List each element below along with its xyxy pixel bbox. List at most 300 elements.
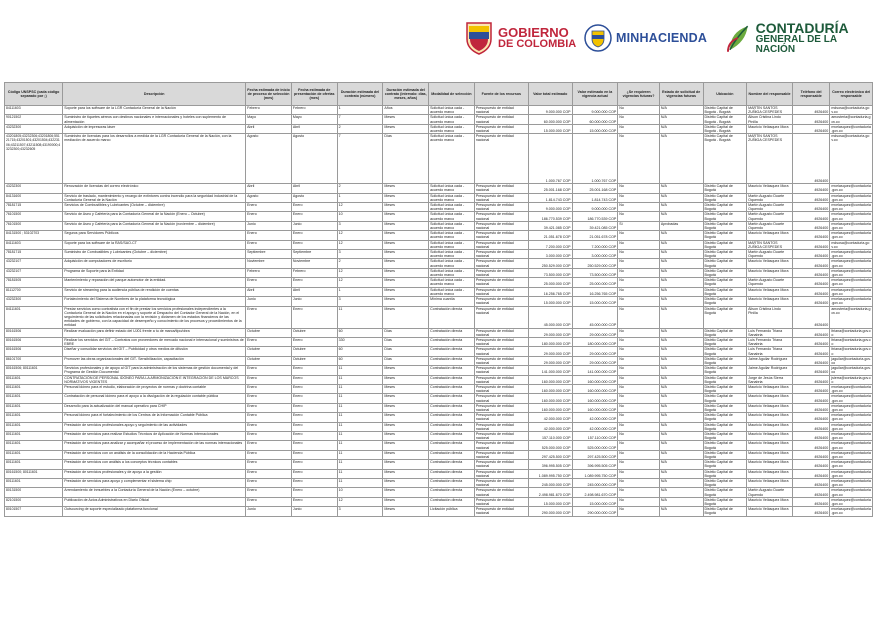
table-cell: 80101507 xyxy=(5,507,63,516)
table-cell: Presupuesto de entidad nacional xyxy=(474,507,528,516)
table-cell: mvelasquez@contaduria.gov.co xyxy=(831,497,871,507)
table-cell: mdsosa@contaduria.gov.co xyxy=(830,240,873,249)
table-cell: Soporte para los software de la LGR Contaduría General de la Nación xyxy=(63,106,246,115)
table-cell: 180.000.000 COP xyxy=(572,337,618,346)
table-cell: Enero xyxy=(291,375,337,384)
table-cell: N/A xyxy=(659,394,703,403)
table-cell: N/A xyxy=(659,403,703,412)
table-cell: 160.000.000 COP xyxy=(572,384,618,393)
table-cell: Suministro de licencias para los desarrollos a medida de la LGR Contaduría General de la Nación, con la mediación de acuerdo marco xyxy=(63,134,246,184)
table-cell: 12 xyxy=(337,231,383,240)
table-row xyxy=(5,366,873,375)
table-cell: Distrito Capital de Bogotá xyxy=(703,375,747,384)
table-cell: Enero xyxy=(246,422,292,431)
table-cell: Mauricio Velásquez Mora xyxy=(747,479,793,488)
table-cell: 1.000.767 COP xyxy=(528,134,572,184)
table-row xyxy=(5,328,873,337)
table-cell: mvelasquez@contaduria.gov.co xyxy=(831,488,871,497)
table-cell: Solicitud única cada - acuerdo marco xyxy=(429,250,475,259)
table-cell: 1.089.995.750 COP xyxy=(528,469,572,478)
table-cell: jaguilar@contaduria.gov.co xyxy=(831,366,871,375)
table-cell: mvelasquez@contaduria.gov.co xyxy=(831,212,871,221)
table-cell: Agosto xyxy=(291,193,337,202)
table-cell: Solicitud única cada - acuerdo marco xyxy=(429,221,475,230)
table-cell: Meses xyxy=(383,394,429,403)
table-cell: mvelasquez@contaduria.gov.co xyxy=(831,507,871,516)
table-cell: Meses xyxy=(383,450,429,459)
table-cell: Seguros para Servidores Públicos xyxy=(63,231,246,240)
table-cell: Abril xyxy=(246,124,292,133)
table-row xyxy=(5,441,873,450)
table-cell: Presupuesto de entidad nacional xyxy=(474,106,528,115)
table-cell: 2 xyxy=(337,124,383,133)
table-cell: Meses xyxy=(383,497,429,506)
table-cell: Presupuesto de entidad nacional xyxy=(474,297,528,306)
table-cell: Contratación directa xyxy=(429,488,475,497)
table-cell: 157.110.000 COP xyxy=(572,431,618,440)
table-cell: Suministro de tiquetes aéreos con destinos nacionales e internacionales y hoteles con suplemento de alimentación xyxy=(63,115,246,124)
table-cell: Mauricio Velásquez Mora xyxy=(747,184,793,193)
table-cell: Presupuesto de entidad nacional xyxy=(474,366,528,375)
table-cell: 29.000.000 COP xyxy=(528,347,572,356)
table-cell: Distrito Capital de Bogotá xyxy=(703,193,747,202)
table-cell: Presupuesto de entidad nacional xyxy=(474,422,528,431)
table-cell: Promover las obras organizacionales del GIT- Sensibilización, capacitación xyxy=(63,356,246,365)
table-cell: 250.529.000 COP xyxy=(528,259,572,268)
table-row xyxy=(5,240,873,249)
table-cell: N/A xyxy=(659,193,703,202)
table-cell: N/A xyxy=(659,306,703,328)
table-cell: Presupuesto de entidad nacional xyxy=(474,259,528,268)
table-cell: 11 xyxy=(337,413,383,422)
table-cell: 25.001.168 COP xyxy=(572,184,618,193)
table-cell: 11 xyxy=(337,366,383,375)
table-cell: No xyxy=(618,337,660,346)
table-cell: 4926400 xyxy=(792,413,829,422)
table-cell: Martín Augusto Duarte Oquendo xyxy=(747,212,793,221)
table-cell: Contratación directa xyxy=(429,347,475,356)
table-cell: jsierra@contaduria.gov.co xyxy=(831,375,871,384)
table-cell: Realizar evaluación para definir estado del UJ01 frente a tu de marca/tipo/obra xyxy=(63,328,246,337)
table-cell: Presupuesto de entidad nacional xyxy=(474,115,528,124)
table-cell: 80111601 xyxy=(5,375,63,384)
table-cell: 160.000.000 COP xyxy=(572,403,618,412)
table-cell: 12 xyxy=(337,497,383,506)
table-cell: Meses xyxy=(383,306,429,328)
table-cell: Mauricio Velásquez Mora xyxy=(747,441,793,450)
table-cell: Servicio de traslado, mantenimiento y recargo de extintores contra incendio para la seguridad industrial de la Contaduría General de la Nación xyxy=(63,193,246,202)
table-cell: Enero xyxy=(291,240,337,249)
table-cell: Enero xyxy=(291,384,337,393)
column-header: Nombre del responsable xyxy=(747,83,793,106)
table-cell: 29.000.000 COP xyxy=(572,328,618,337)
table-cell: Años xyxy=(383,106,429,115)
table-row xyxy=(5,268,873,277)
table-cell: No xyxy=(618,431,660,440)
table-cell: Distrito Capital de Bogotá xyxy=(703,366,747,375)
table-cell: Mauricio Velásquez Mora xyxy=(747,231,793,240)
table-cell: 4926400 xyxy=(792,231,829,240)
table-cell: Distrito Capital de Bogotá xyxy=(703,278,747,287)
table-cell: 80111601 xyxy=(5,403,63,412)
table-cell: 80111601 xyxy=(5,460,63,469)
table-cell: 4926400 xyxy=(792,347,829,356)
table-cell: 43232107 xyxy=(5,259,63,268)
table-cell: MARTIN SANTOS ZUÑIGA CESPEDES xyxy=(747,106,793,115)
table-cell: 80161506; 80111601 xyxy=(5,366,63,375)
table-cell: Prestación de servicios con un análisis de la consolidación de la Hacienda Pública xyxy=(63,450,246,459)
table-row xyxy=(5,184,873,193)
table-cell: mvelasquez@contaduria.gov.co xyxy=(831,413,871,422)
table-cell: Solicitud única cada - acuerdo marco xyxy=(429,184,475,193)
table-cell: N/A xyxy=(659,297,703,306)
table-cell: Presupuesto de entidad nacional xyxy=(474,193,528,202)
table-cell: No xyxy=(618,375,660,384)
column-header: Duración estimada del contrato (intervalo: días, meses, años) xyxy=(383,83,429,106)
table-cell: 4926400 xyxy=(792,212,829,221)
table-cell: Presupuesto de entidad nacional xyxy=(474,203,528,212)
table-cell: Aprobadas xyxy=(659,221,703,230)
table-cell: Junio xyxy=(291,297,337,306)
table-cell: Presupuesto de entidad nacional xyxy=(474,240,528,249)
table-cell: Presupuesto de entidad nacional xyxy=(474,497,528,506)
table-cell: Enero xyxy=(291,278,337,287)
logo-gobierno-line2: DE COLOMBIA xyxy=(498,38,577,50)
table-row xyxy=(5,278,873,287)
table-cell: Meses xyxy=(383,124,429,133)
table-cell: Agosto xyxy=(246,193,292,202)
table-cell: Mauricio Velásquez Mora xyxy=(747,507,793,516)
table-cell: 60.000.000 COP xyxy=(528,115,572,124)
table-cell: Soporte para los software de la RAS/SAO-CT xyxy=(63,240,246,249)
table-cell: N/A xyxy=(659,479,703,488)
table-cell: 21.051.678 COP xyxy=(528,231,572,240)
table-cell: 1 xyxy=(337,106,383,115)
table-cell: Contratación directa xyxy=(429,306,475,328)
table-cell: Octubre xyxy=(246,356,292,365)
table-cell: Febrero xyxy=(246,106,292,115)
table-cell: No xyxy=(618,184,660,193)
table-cell: 43201805;43232306;43201806;55121715;43201501;43201504;43223106;43211507;43211508;43190000;43232300;43232605 xyxy=(5,134,63,184)
table-cell: N/A xyxy=(659,413,703,422)
table-cell: Adquisición de computadores de escritorio xyxy=(63,259,246,268)
table-cell: Mauricio Velásquez Mora xyxy=(747,450,793,459)
table-cell: 4926400 xyxy=(792,240,829,249)
column-header: ¿Se requieren vigencias futuras? xyxy=(618,83,660,106)
table-cell: 1.089.995.750 COP xyxy=(572,469,618,478)
table-cell: 45.000.000 COP xyxy=(572,306,618,328)
table-cell: 15.000.000 COP xyxy=(572,497,618,506)
table-cell: Luis Fernando Triana Sanabria xyxy=(747,337,793,346)
table-cell: Enero xyxy=(246,460,292,469)
table-cell: Distrito Capital de Bogotá xyxy=(703,431,747,440)
table-cell: 80111601 xyxy=(5,422,63,431)
table-cell: N/A xyxy=(659,450,703,459)
table-cell: Meses xyxy=(383,422,429,431)
table-cell: Distrito Capital de Bogotá xyxy=(703,328,747,337)
table-cell: 60.000.000 COP xyxy=(572,115,618,124)
table-cell: Publicación de Actos Administrativos en Diario Oficial xyxy=(63,497,246,506)
table-cell: 11 xyxy=(337,431,383,440)
table-cell: 160.000.000 COP xyxy=(572,375,618,384)
table-cell: Noviembre xyxy=(246,259,292,268)
table-cell: Enero xyxy=(291,460,337,469)
table-cell: Presupuesto de entidad nacional xyxy=(474,347,528,356)
table-cell: Noviembre xyxy=(291,259,337,268)
table-cell: 11 xyxy=(337,422,383,431)
table-cell: 16.256.765 COP xyxy=(528,287,572,296)
table-cell: Distrito Capital de Bogotá - Bogotá xyxy=(703,134,747,184)
table-cell: mvelasquez@contaduria.gov.co xyxy=(831,193,871,202)
table-cell: Presupuesto de entidad nacional xyxy=(474,337,528,346)
table-cell: Mayo xyxy=(246,115,292,124)
table-cell: 11 xyxy=(337,375,383,384)
table-cell: Presupuesto de entidad nacional xyxy=(474,356,528,365)
logo-contaduria-line2: GENERAL DE LA NACIÓN xyxy=(755,34,837,55)
table-cell: mvelasquez@contaduria.gov.co xyxy=(831,221,871,231)
table-cell: Álison Cristina Lindo Pinilla xyxy=(747,115,793,124)
table-cell: Distrito Capital de Bogotá xyxy=(703,460,747,469)
table-cell: Mauricio Velásquez Mora xyxy=(747,124,793,133)
table-cell: Distrito Capital de Bogotá xyxy=(703,306,747,328)
table-cell: Presupuesto de entidad nacional xyxy=(474,460,528,469)
table-cell: Enero xyxy=(246,413,292,422)
table-cell: Mauricio Velásquez Mora xyxy=(747,497,793,506)
table-cell: 297.425.500 COP xyxy=(528,450,572,459)
table-row xyxy=(5,193,873,202)
table-cell: 4926400 xyxy=(792,287,829,296)
table-cell: Solicitud única cada - acuerdo marco xyxy=(429,124,475,133)
table-cell: 4926400 xyxy=(792,394,829,403)
table-row xyxy=(5,460,873,469)
table-cell: No xyxy=(618,384,660,393)
table-cell: ltriana@contaduria.gov.co xyxy=(831,347,871,356)
table-cell: Abril xyxy=(291,184,337,193)
column-header: Ubicación xyxy=(703,83,747,106)
table-cell: 4926400 xyxy=(792,375,829,384)
table-cell: Contratación directa xyxy=(429,394,475,403)
table-cell: mvelasquez@contaduria.gov.co xyxy=(831,479,871,488)
table-cell: 4926400 xyxy=(792,268,829,277)
table-cell: 12 xyxy=(337,278,383,287)
table-cell: 4926400 xyxy=(792,115,829,124)
table-cell: mvelasquez@contaduria.gov.co xyxy=(831,231,871,240)
table-cell: Distrito Capital de Bogotá xyxy=(703,184,747,193)
table-row xyxy=(5,479,873,488)
table-cell: 43232107 xyxy=(5,268,63,277)
table-row xyxy=(5,450,873,459)
table-row xyxy=(5,403,873,412)
table-cell: N/A xyxy=(659,366,703,375)
table-cell: Enero xyxy=(291,431,337,440)
table-cell: Prestación de servicios profesionales apoyo y seguimiento de las actividades xyxy=(63,422,246,431)
table-cell: mvelasquez@contaduria.gov.co xyxy=(831,278,871,287)
table-cell: Enero xyxy=(291,212,337,221)
table-cell: 15.000.000 COP xyxy=(572,124,618,133)
table-cell: N/A xyxy=(659,134,703,184)
table-cell: 4926400 xyxy=(792,366,829,375)
table-cell: No xyxy=(618,328,660,337)
table-cell: Presupuesto de entidad nacional xyxy=(474,124,528,133)
table-cell: Servicios profesionales y de apoyo al GIT para la administración de los sistemas de gestión documental y del Programa de Gestión Documental xyxy=(63,366,246,375)
table-cell: Meses xyxy=(383,366,429,375)
table-cell: Distrito Capital de Bogotá xyxy=(703,488,747,497)
table-cell: 12 xyxy=(337,240,383,249)
table-cell: No xyxy=(618,212,660,221)
table-cell: 11 xyxy=(337,306,383,328)
logo-gobierno-line1: GOBIERNO xyxy=(498,25,569,40)
table-cell: Distrito Capital de Bogotá xyxy=(703,203,747,212)
table-cell: Enero xyxy=(291,231,337,240)
table-cell: Distrito Capital de Bogotá xyxy=(703,422,747,431)
contaduria-leaf-icon xyxy=(726,22,752,54)
table-cell: Martín Augusto Duarte Oquendo xyxy=(747,250,793,259)
table-cell: Presupuesto de entidad nacional xyxy=(474,394,528,403)
table-cell: mvelasquez@contaduria.gov.co xyxy=(831,384,871,394)
table-row xyxy=(5,203,873,212)
table-cell: 4926400 xyxy=(792,106,829,115)
table-cell: Meses xyxy=(383,278,429,287)
table-cell: Presupuesto de entidad nacional xyxy=(474,231,528,240)
table-cell: 4926400 xyxy=(792,193,829,202)
table-cell: 297.425.500 COP xyxy=(572,450,618,459)
table-cell: Presupuesto de entidad nacional xyxy=(474,488,528,497)
table-row xyxy=(5,431,873,440)
table-cell: 60 xyxy=(337,328,383,337)
table-cell: 1.814.743 COP xyxy=(572,193,618,202)
table-cell: 84131500 ; 53102703 xyxy=(5,231,63,240)
table-cell: 43232300 xyxy=(5,184,63,193)
table-cell: Distrito Capital de Bogotá xyxy=(703,469,747,478)
table-cell: N/A xyxy=(659,469,703,478)
table-cell: Meses xyxy=(383,231,429,240)
table-cell: Presupuesto de entidad nacional xyxy=(474,403,528,412)
table-cell: 21.051.678 COP xyxy=(572,231,618,240)
table-cell: 11 xyxy=(337,394,383,403)
table-cell: Álison Cristina Lindo Pinilla xyxy=(747,306,793,328)
table-cell: No xyxy=(618,394,660,403)
table-cell: Febrero xyxy=(246,268,292,277)
table-cell: 4926400 xyxy=(792,259,829,268)
table-cell: Presupuesto de entidad nacional xyxy=(474,431,528,440)
table-row xyxy=(5,124,873,133)
table-cell: mdsosa@contaduria.gov.co xyxy=(830,106,873,115)
table-cell: Presupuesto de entidad nacional xyxy=(474,268,528,277)
table-cell: Distrito Capital de Bogotá - Bogotá xyxy=(703,115,747,124)
table-cell: 141.000.000 COP xyxy=(528,366,572,375)
table-cell: No xyxy=(618,479,660,488)
table-cell: Contratación directa xyxy=(429,460,475,469)
table-cell: Enero xyxy=(246,337,292,346)
table-cell: Programa de Soporte para la Entidad xyxy=(63,268,246,277)
table-cell: mvelasquez@contaduria.gov.co xyxy=(831,124,871,134)
table-cell: Distrito Capital de Bogotá xyxy=(703,450,747,459)
table-cell: 2 xyxy=(337,259,383,268)
table-cell: Mauricio Velásquez Mora xyxy=(747,403,793,412)
table-cell: 15.000.000 COP xyxy=(528,297,572,306)
table-cell: mdsosa@contaduria.gov.co xyxy=(830,134,873,184)
table-cell: Enero xyxy=(291,441,337,450)
table-cell: Presupuesto de entidad nacional xyxy=(474,184,528,193)
table-cell: Septiembre xyxy=(246,250,292,259)
table-cell: 80161506 xyxy=(5,337,63,346)
table-row xyxy=(5,384,873,393)
table-cell: 43232300 xyxy=(5,124,63,133)
table-cell: 4926400 xyxy=(792,460,829,469)
table-cell: Solicitud única cada - acuerdo marco xyxy=(429,134,475,184)
table-cell: 4926400 xyxy=(792,297,829,306)
table-cell: Solicitud única cada - acuerdo marco xyxy=(429,231,475,240)
table-cell: 10 xyxy=(337,212,383,221)
table-cell: Enero xyxy=(291,497,337,506)
procurement-plan-table xyxy=(4,82,873,517)
table-cell: Jaime Aguilar Rodríguez xyxy=(747,356,793,365)
table-row xyxy=(5,212,873,221)
table-cell: 60 xyxy=(337,356,383,365)
table-cell: 39.421.085 COP xyxy=(528,221,572,230)
table-row xyxy=(5,306,873,328)
column-header: Código UNSPSC (cada código separado por ;) xyxy=(5,83,63,106)
table-cell: No xyxy=(618,278,660,287)
table-cell: Meses xyxy=(383,193,429,202)
table-row xyxy=(5,507,873,516)
table-cell: Mauricio Velásquez Mora xyxy=(747,394,793,403)
table-cell: Enero xyxy=(291,203,337,212)
table-cell: 9.000.000 COP xyxy=(572,106,618,115)
table-cell: 82101500 xyxy=(5,497,63,506)
table-cell: Desarrollo para la actualización del manual operativo para CHIP xyxy=(63,403,246,412)
table-cell: Solicitud única cada - acuerdo marco xyxy=(429,193,475,202)
table-cell: Meses xyxy=(383,488,429,497)
table-cell: No xyxy=(618,497,660,506)
table-row xyxy=(5,497,873,506)
table-cell: 1.000.767 COP xyxy=(572,134,618,184)
table-cell: 15.000.000 COP xyxy=(572,297,618,306)
table-cell: Presupuesto de entidad nacional xyxy=(474,221,528,230)
table-cell: 12 xyxy=(337,203,383,212)
table-row xyxy=(5,221,873,230)
table-cell: Mantenimiento y reparación del parque automotor de la entidad. xyxy=(63,278,246,287)
table-cell: 4926400 xyxy=(792,479,829,488)
table-cell: Martín Augusto Duarte Oquendo xyxy=(747,221,793,230)
table-cell: Meses xyxy=(383,413,429,422)
table-cell: 4926400 xyxy=(792,124,829,133)
table-cell: N/A xyxy=(659,431,703,440)
table-cell: No xyxy=(618,413,660,422)
logo-minhacienda-text: MINHACIENDA xyxy=(616,30,708,45)
table-cell: Junio xyxy=(246,297,292,306)
table-cell: 4926400 xyxy=(792,356,829,365)
table-cell: 80111601 xyxy=(5,413,63,422)
table-cell: Distrito Capital de Bogotá xyxy=(703,240,747,249)
table-cell: 186.770.539 COP xyxy=(572,212,618,221)
table-cell: Distrito Capital de Bogotá - Bogotá xyxy=(703,124,747,133)
table-cell: Solicitud única cada - acuerdo marco xyxy=(429,203,475,212)
table-cell: Presupuesto de entidad nacional xyxy=(474,278,528,287)
table-cell: Enero xyxy=(291,469,337,478)
table-cell: Enero xyxy=(291,422,337,431)
table-cell: 25.000.000 COP xyxy=(572,278,618,287)
table-cell: 25.000.000 COP xyxy=(528,278,572,287)
table-cell: N/A xyxy=(659,259,703,268)
table-cell: Renovación de licencias del correo electrónico xyxy=(63,184,246,193)
table-cell: Prestar servicios como contratista con el fin de prestar los servicios profesionales independientes a la Contaduría General de la Nación en el apoyo y soporte al Despacho del Contador General de la Nación, en el seguimiento de las solicitudes relacionadas con la revisión y dictamen de los estados financieros de las entidades de gobierno, con la capacidad de desempeño y conocimiento de los procesos y procedimientos de la entidad xyxy=(63,306,246,328)
table-cell: Enero xyxy=(291,450,337,459)
table-cell: N/A xyxy=(659,115,703,124)
table-cell: 60 xyxy=(337,347,383,356)
table-cell: mvelasquez@contaduria.gov.co xyxy=(831,297,871,306)
table-cell: N/A xyxy=(659,507,703,516)
